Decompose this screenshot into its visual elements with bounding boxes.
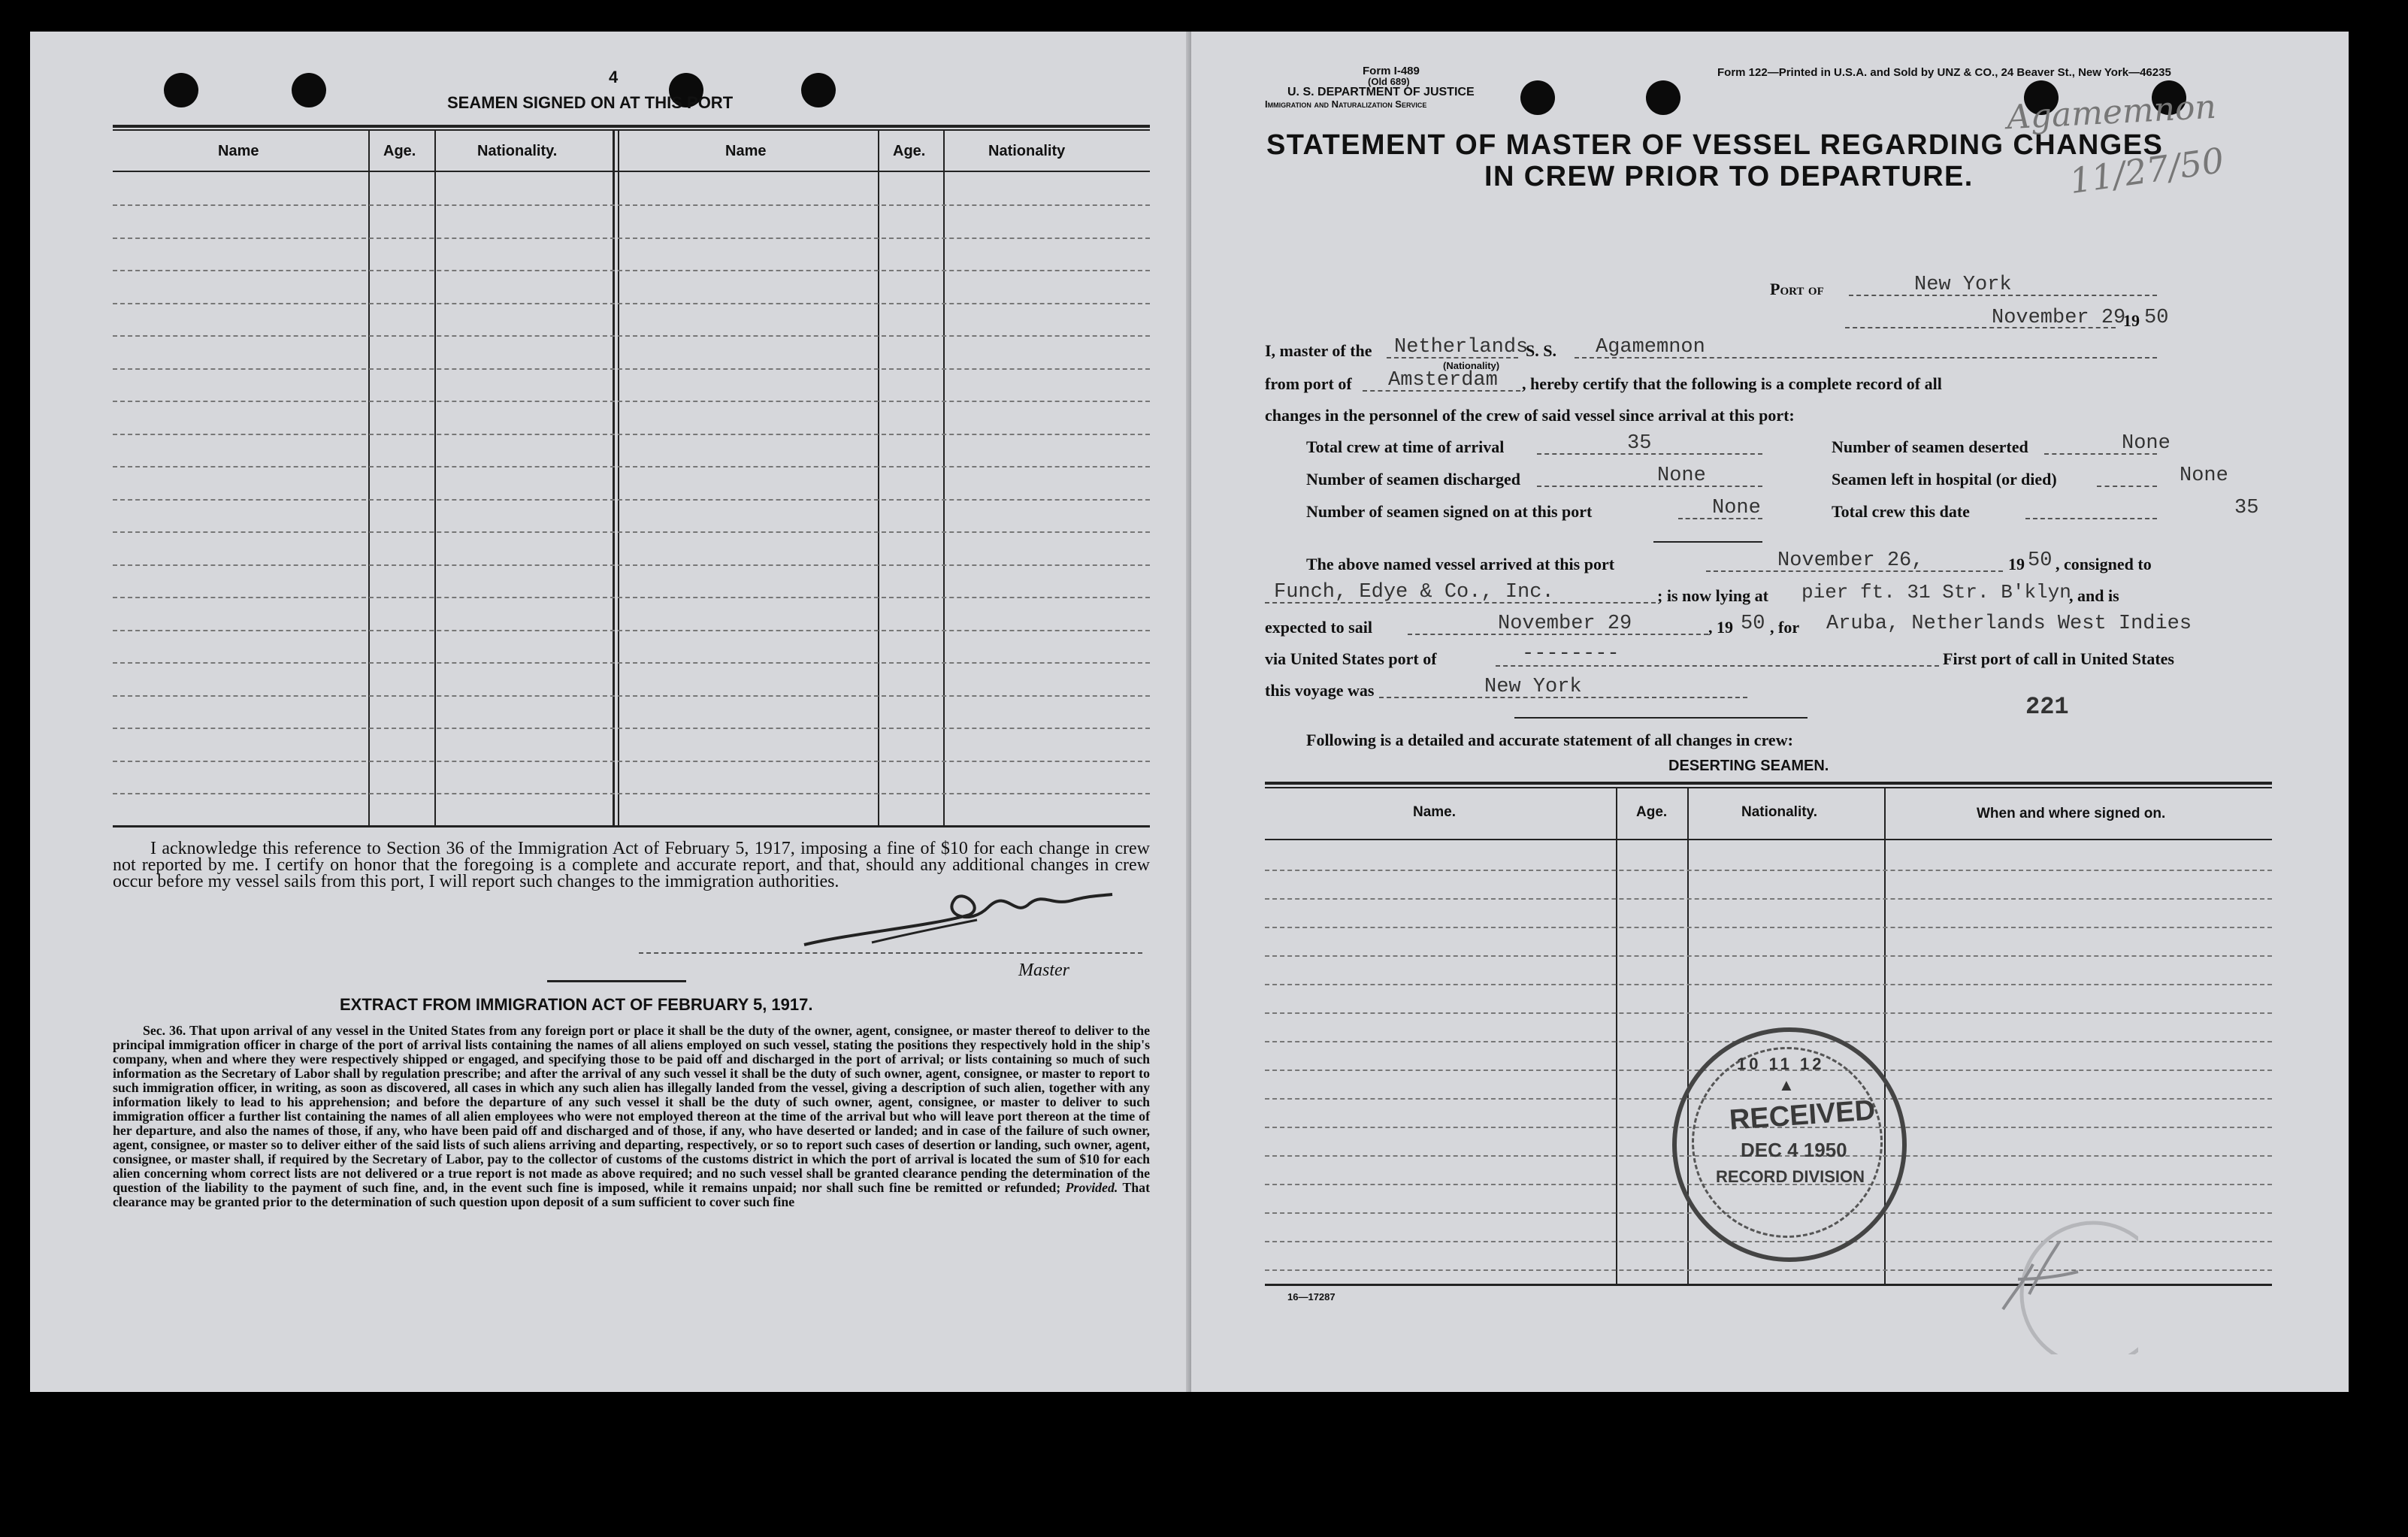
discharged-label: Number of seamen discharged — [1306, 470, 1520, 489]
total-crew-arrival-label: Total crew at time of arrival — [1306, 437, 1505, 456]
table-row-rule — [113, 597, 1150, 598]
handwritten-date: 11/27/50 — [2067, 139, 2227, 202]
arrived-label: The above named vessel arrived at this port — [1306, 555, 1615, 573]
sail-label: expected to sail — [1265, 618, 1372, 637]
handwritten-number: 221 — [2025, 693, 2069, 721]
desert-column-header-age: Age. — [1636, 804, 1668, 820]
year-prefix: 19 — [2123, 311, 2140, 330]
arrived-value: November 26, — [1777, 549, 1924, 572]
master-label: I, master of the — [1265, 341, 1372, 360]
stamp-arrow-icon: ▲ — [1778, 1076, 1795, 1094]
form-title-line1: STATEMENT OF MASTER OF VESSEL REGARDING CHANGES — [1266, 129, 2164, 161]
arrived-year: 50 — [2028, 549, 2053, 572]
desert-column-header-name: Name. — [1413, 804, 1457, 820]
column-header-name: Name — [725, 143, 767, 159]
right-page — [1191, 32, 2349, 1392]
table-row-rule — [113, 695, 1150, 697]
column-divider — [1616, 787, 1617, 1284]
punch-hole — [1520, 80, 1555, 115]
via-line — [1496, 665, 1939, 667]
certify-text: , hereby certify that the following is a complete record of all — [1522, 374, 1942, 393]
extract-text — [113, 1024, 1150, 1209]
form-old-number: (Old 689) — [1368, 76, 1410, 87]
table-row-rule — [113, 401, 1150, 402]
table-row-rule — [113, 531, 1150, 533]
deserted-label: Number of seamen deserted — [1832, 437, 2028, 456]
consignee-value: Funch, Edye & Co., Inc. — [1274, 581, 1554, 604]
via-value: -------- — [1522, 643, 1620, 665]
port-label: Port of — [1770, 280, 1824, 298]
column-divider — [434, 129, 436, 827]
punch-hole — [1646, 80, 1680, 115]
following-text: Following is a detailed and accurate statement of all changes in crew: — [1306, 731, 1793, 749]
changes-text: changes in the personnel of the crew of said vessel since arrival at this port: — [1265, 406, 1795, 425]
nationality-caption: (Nationality) — [1443, 360, 1500, 371]
punch-hole — [292, 73, 326, 107]
hospital-label: Seamen left in hospital (or died) — [1832, 470, 2057, 489]
table-row-rule — [113, 728, 1150, 729]
seamen-signed-heading: SEAMEN SIGNED ON AT THIS PORT — [447, 93, 734, 112]
column-header-age: Age. — [893, 143, 926, 159]
stamp-received: RECEIVED — [1728, 1094, 1877, 1136]
table-row-rule — [113, 564, 1150, 566]
faint-initials — [1988, 1204, 2138, 1354]
table-row-rule — [1265, 870, 2272, 871]
desert-table-header-rule — [1265, 839, 2272, 840]
extract-body: That upon arrival of any vessel in the United States from any foreign port or place it shall be the duty of the owner, agent, consignee, or master thereof to deliver to the principal immigration officer in charge of the port of arrival lists containing the names of all aliens employed on such vessel, stating the positions they respectively hold in the ship's company, when and where they were respectively shipped or engaged, and specifying those to be paid off and discharged in the port of arrival; or lists containing so much of such information as the Secretary of Labor shall by regulation prescribe; and after the arrival of any such vessel it shall be the duty of such owner, agent, consignee, or master to report to such immigration officer, in writing, as soon as discovered, all cases in which any such alien has illegally landed from the vessel, giving a description of such alien, together with any information likely to lead to his apprehension; and before the departure of any such vessel it shall be the duty of such owner, agent, consignee, or master to deliver to such immigration officer a further list containing the names of all alien employees who were not employed thereon at the time of the arrival but who will leave port thereon at the time of her departure, and also the names of those, if any, who have been paid off and discharged and of those, if any, who have deserted or landed; and in case of the failure of such owner, agent, consignee, or master so to deliver either of the said lists of such aliens arriving and departing, respectively, or so to report such cases of desertion or landing, such owner, agent, consignee, or master shall, if required by the Secretary of Labor, pay to the collector of customs of the customs district in which the port of arrival is located the sum of $10 for each alien concerning whom correct lists are not delivered or a true report is not made as above required; and no such vessel shall be granted clearance pending the determination of the question of the liability to the payment of such fine, and, in the event such fine is imposed, while it remains unpaid; nor shall such fine be remitted or refunded; — [113, 1023, 1151, 1195]
voyage-value: New York — [1484, 676, 1582, 698]
stamp-date: DEC 4 1950 — [1741, 1139, 1847, 1161]
service-name: Immigration and Naturalization Service — [1265, 98, 1427, 110]
master-signature — [782, 873, 1142, 956]
table-row-rule — [1265, 1012, 2272, 1014]
extract-title: EXTRACT FROM IMMIGRATION ACT OF FEBRUARY 5, 1917. — [340, 995, 813, 1014]
column-divider — [368, 129, 370, 827]
table-row-rule — [113, 238, 1150, 239]
first-port-label: First port of call in United States — [1943, 649, 2174, 668]
extract-provided: Provided. — [1065, 1180, 1118, 1195]
table-bottom-rule — [113, 825, 1150, 827]
sum-rule — [1653, 541, 1762, 543]
ss-label: S. S. — [1526, 341, 1556, 360]
vessel-value: Agamemnon — [1596, 336, 1705, 359]
consigned-label: , consigned to — [2056, 555, 2152, 573]
printer-line: Form 122—Printed in U.S.A. and Sold by UNZ & CO., 24 Beaver St., New York—46235 — [1717, 66, 2171, 79]
sum-rule — [1514, 717, 1808, 719]
sail-year-prefix: , 19 — [1708, 618, 1733, 637]
lying-label: ; is now lying at — [1657, 586, 1768, 605]
divider-rule — [547, 980, 686, 982]
punch-hole — [164, 73, 198, 107]
table-row-rule — [113, 335, 1150, 337]
column-header-nationality: Nationality — [988, 143, 1066, 159]
nationality-value: Netherlands — [1394, 336, 1529, 359]
total-crew-date-label: Total crew this date — [1832, 502, 1970, 521]
stamp-division: RECORD DIVISION — [1716, 1167, 1865, 1186]
desert-table-top-rule — [1265, 782, 2272, 785]
arrived-year-prefix: 19 — [2008, 555, 2025, 573]
table-top-rule — [113, 125, 1150, 128]
table-row-rule — [1265, 955, 2272, 957]
destination-value: Aruba, Netherlands West Indies — [1826, 613, 2192, 635]
received-stamp — [1672, 1027, 1907, 1262]
table-header-rule — [113, 171, 1150, 172]
table-row-rule — [113, 368, 1150, 370]
column-header-nationality: Nationality. — [477, 143, 558, 159]
table-row-rule — [1265, 984, 2272, 985]
sail-year: 50 — [1741, 613, 1765, 635]
table-row-rule — [113, 499, 1150, 501]
table-row-rule — [113, 466, 1150, 467]
voyage-label: this voyage was — [1265, 681, 1375, 700]
deserted-value: None — [2122, 432, 2171, 455]
table-row-rule — [113, 793, 1150, 794]
column-divider — [613, 129, 615, 827]
column-divider — [878, 129, 879, 827]
desert-column-header-nationality: Nationality. — [1741, 804, 1817, 820]
date-value: November 29 — [1992, 307, 2126, 329]
total-crew-date-line — [2025, 518, 2157, 519]
discharged-line — [1537, 486, 1762, 487]
punch-hole — [801, 73, 836, 107]
from-port-value: Amsterdam — [1388, 369, 1498, 392]
signed-on-label: Number of seamen signed on at this port — [1306, 502, 1593, 521]
table-row-rule — [113, 270, 1150, 271]
department-name: U. S. DEPARTMENT OF JUSTICE — [1287, 86, 1475, 98]
column-divider — [618, 129, 619, 827]
discharged-value: None — [1657, 464, 1706, 487]
form-number: Form I-489 — [1363, 65, 1420, 77]
column-header-age: Age. — [383, 143, 416, 159]
hospital-value: None — [2180, 464, 2228, 487]
extract-lead: Sec. 36. — [143, 1023, 186, 1038]
extract-tail: That clearance may be granted prior to the determination of such question upon deposit of a sum sufficient to cover such fine — [113, 1180, 1150, 1209]
table-top-rule — [113, 129, 1150, 131]
table-row-rule — [113, 761, 1150, 762]
year-value: 50 — [2144, 307, 2169, 329]
table-row-rule — [113, 662, 1150, 664]
hospital-line — [2097, 486, 2157, 487]
handwritten-ship-name: Agamemnon — [2005, 87, 2217, 138]
port-value: New York — [1914, 274, 2012, 296]
acknowledgement-text: I acknowledge this reference to Section 36 of the Immigration Act of February 5, 1917, imposing a fine of $10 for each change in crew not reported by me. I certify on honor that the foregoing is a complete and accurate report, and that, should any additional changes in crew occur before my vessel sails from this port, I will report such changes to the immigration authorities. — [113, 839, 1150, 891]
for-label: , for — [1770, 618, 1800, 637]
total-crew-arrival-value: 35 — [1627, 432, 1652, 455]
total-crew-date-value: 35 — [2234, 497, 2259, 519]
table-row-rule — [113, 303, 1150, 304]
via-label: via United States port of — [1265, 649, 1437, 668]
signed-on-value: None — [1712, 497, 1761, 519]
table-row-rule — [1265, 898, 2272, 900]
desert-table-top-rule — [1265, 787, 2272, 788]
stamp-top-numbers: 10 11 12 — [1737, 1054, 1825, 1073]
and-is-label: , and is — [2069, 586, 2119, 605]
lying-value: pier ft. 31 Str. B'klyn — [1801, 581, 2071, 604]
column-divider — [943, 129, 945, 827]
footer-code: 16—17287 — [1287, 1291, 1336, 1303]
table-row-rule — [113, 434, 1150, 435]
column-divider — [1687, 787, 1689, 1284]
column-header-name: Name — [218, 143, 259, 159]
form-title-line2: IN CREW PRIOR TO DEPARTURE. — [1484, 161, 1974, 192]
desert-column-header-when-where: When and where signed on. — [1977, 806, 2166, 821]
table-row-rule — [113, 204, 1150, 206]
signature-line — [639, 952, 1142, 954]
master-label: Master — [1018, 961, 1069, 980]
table-row-rule — [1265, 927, 2272, 928]
deserting-heading: DESERTING SEAMEN. — [1668, 758, 1829, 774]
table-row-rule — [113, 630, 1150, 631]
sail-value: November 29 — [1498, 613, 1632, 635]
from-port-label: from port of — [1265, 374, 1352, 393]
left-page — [30, 32, 1191, 1392]
page-number: 4 — [609, 68, 619, 86]
